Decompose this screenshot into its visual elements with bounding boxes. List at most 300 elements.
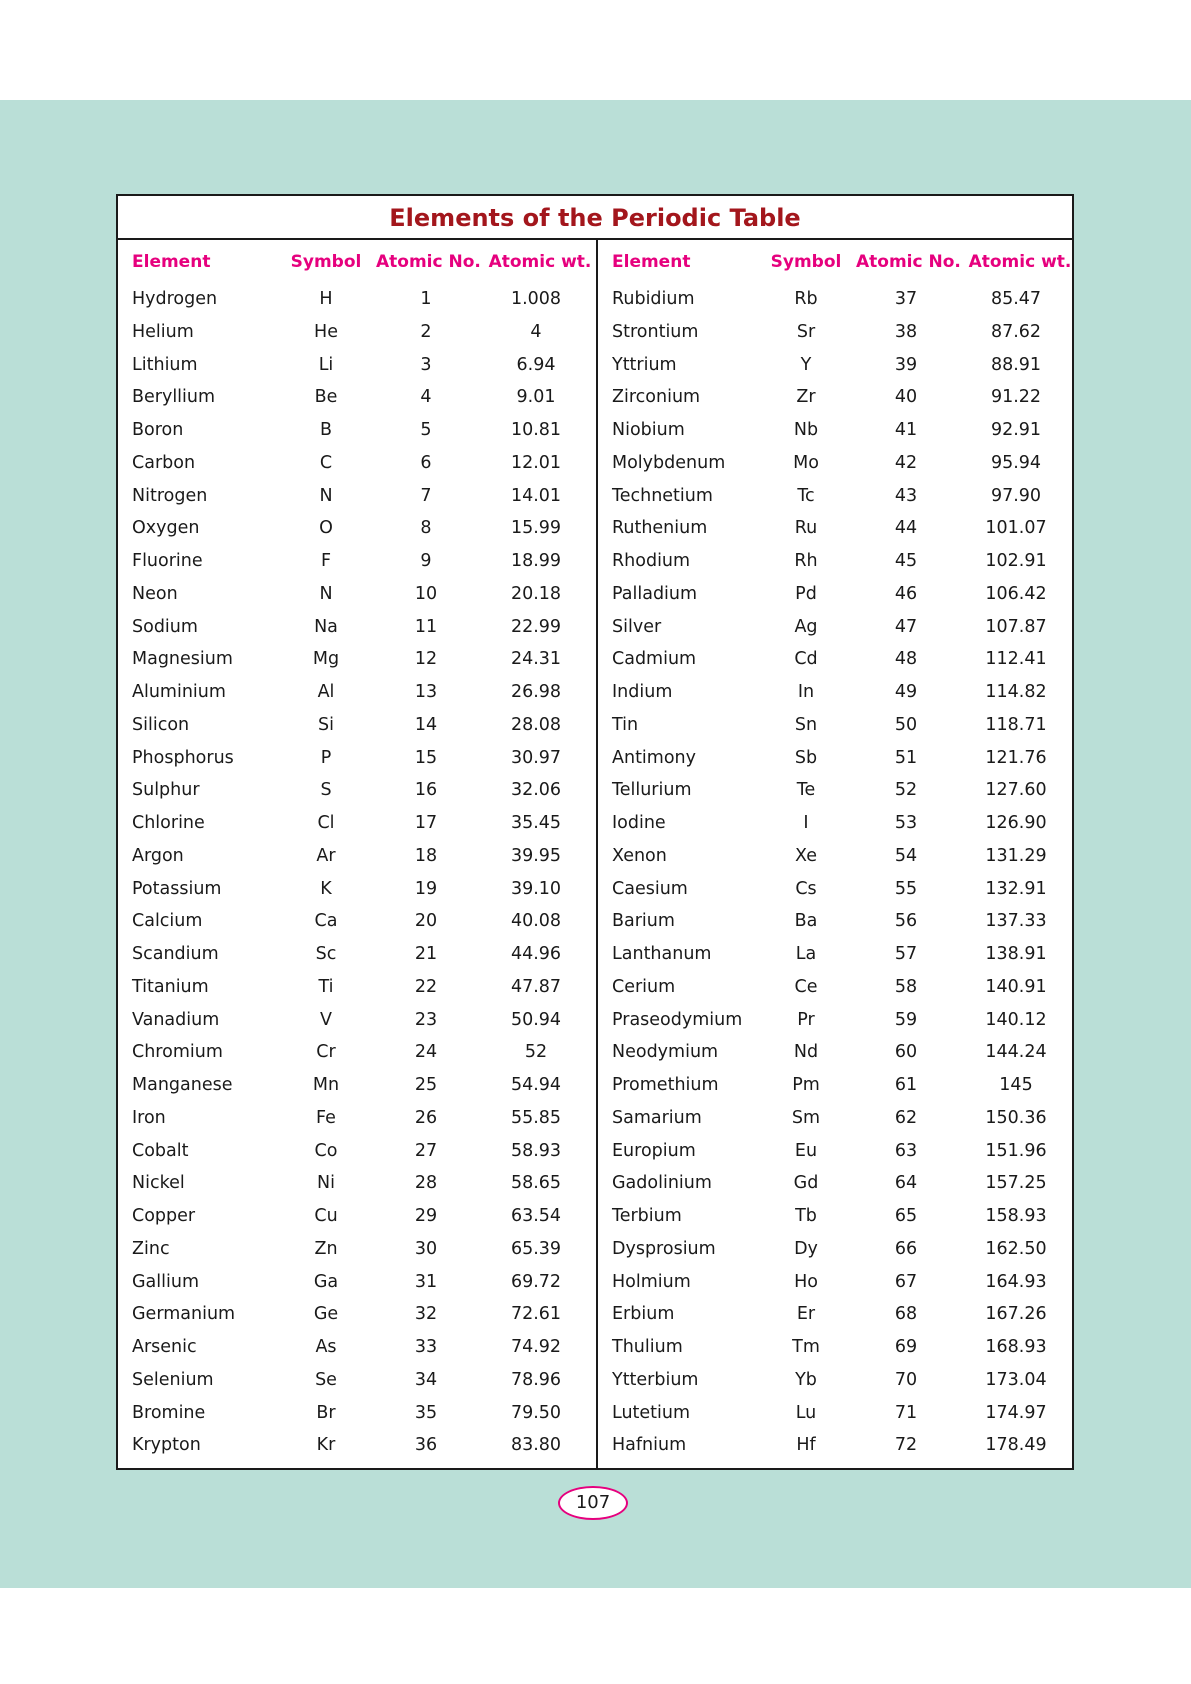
atomic-weight: 174.97 <box>985 1402 1047 1423</box>
atomic-weight: 72.61 <box>510 1304 562 1325</box>
atomic-number: 2 <box>420 321 432 342</box>
element-symbol: Al <box>317 682 335 702</box>
atomic-number: 52 <box>894 780 918 801</box>
atomic-number: 70 <box>894 1369 918 1390</box>
atomic-weight: 24.31 <box>510 649 562 670</box>
element-symbol: Ti <box>318 976 334 997</box>
element-name: Chromium <box>132 1042 223 1063</box>
element-symbol: Ar <box>316 845 336 866</box>
atomic-number: 58 <box>894 976 918 997</box>
atomic-weight: 112.41 <box>985 649 1047 670</box>
element-symbol: Mo <box>793 452 819 473</box>
atomic-number: 37 <box>894 289 918 309</box>
atomic-number: 13 <box>414 682 438 702</box>
atomic-number: 35 <box>414 1402 438 1423</box>
element-symbol: Ni <box>317 1173 335 1194</box>
table-row <box>118 807 596 840</box>
atomic-weight: 40.08 <box>510 911 562 932</box>
table-row <box>118 774 596 807</box>
element-symbol: Fe <box>316 1107 336 1128</box>
atomic-weight: 54.94 <box>510 1075 562 1095</box>
element-name: Xenon <box>612 845 667 866</box>
page-number: 107 <box>558 1486 628 1520</box>
atomic-number: 72 <box>894 1435 918 1456</box>
atomic-weight: 14.01 <box>510 485 562 506</box>
element-symbol: N <box>319 485 333 506</box>
atomic-number: 16 <box>414 780 438 801</box>
atomic-weight: 95.94 <box>990 452 1042 473</box>
atomic-number: 28 <box>414 1173 438 1194</box>
table-row <box>118 1266 596 1299</box>
atomic-weight: 78.96 <box>510 1369 562 1390</box>
element-name: Ruthenium <box>612 518 708 539</box>
table-row <box>118 1167 596 1200</box>
element-symbol: La <box>795 944 817 964</box>
atomic-number: 26 <box>414 1107 438 1128</box>
element-symbol: Cl <box>317 813 335 833</box>
element-name: Antimony <box>612 747 696 768</box>
atomic-weight: 118.71 <box>985 714 1047 735</box>
table-row <box>598 1331 1076 1364</box>
header-atomic-wt: Atomic wt. <box>488 252 592 272</box>
atomic-number: 3 <box>420 354 432 375</box>
atomic-number: 44 <box>894 518 918 539</box>
table-row <box>598 971 1076 1004</box>
element-symbol: I <box>803 813 809 833</box>
atomic-number: 14 <box>414 714 438 735</box>
element-symbol: Yb <box>795 1369 817 1390</box>
table-row <box>118 545 596 578</box>
element-symbol: Se <box>315 1369 337 1390</box>
element-name: Calcium <box>132 911 203 932</box>
element-name: Beryllium <box>132 387 216 408</box>
atomic-number: 31 <box>414 1271 438 1292</box>
atomic-weight: 101.07 <box>985 518 1047 539</box>
element-symbol: Si <box>318 714 334 735</box>
table-row <box>598 545 1076 578</box>
header-atomic-no: Atomic No. <box>856 252 961 272</box>
element-symbol: Sm <box>791 1107 821 1128</box>
atomic-number: 7 <box>420 485 432 506</box>
table-row <box>118 1102 596 1135</box>
atomic-number: 62 <box>894 1107 918 1128</box>
atomic-weight: 58.65 <box>510 1173 562 1194</box>
element-name: Tellurium <box>612 780 692 801</box>
atomic-weight: 132.91 <box>985 878 1047 899</box>
element-name: Aluminium <box>132 682 226 702</box>
element-name: Hafnium <box>612 1435 687 1456</box>
atomic-weight: 30.97 <box>510 747 562 768</box>
element-symbol: S <box>320 780 332 801</box>
table-row <box>118 840 596 873</box>
table-row <box>118 676 596 709</box>
atomic-weight: 138.91 <box>985 944 1047 964</box>
atomic-number: 55 <box>894 878 918 899</box>
element-name: Zirconium <box>612 387 701 408</box>
atomic-weight: 173.04 <box>985 1369 1047 1390</box>
table-row <box>118 1397 596 1430</box>
element-symbol: Ca <box>314 911 338 932</box>
element-symbol: Lu <box>795 1402 817 1423</box>
atomic-weight: 50.94 <box>510 1009 562 1030</box>
table-row <box>118 1069 596 1102</box>
table-row <box>598 1069 1076 1102</box>
atomic-number: 6 <box>420 452 432 473</box>
element-symbol: Sc <box>315 944 337 964</box>
element-symbol: Y <box>800 354 812 375</box>
atomic-weight: 140.12 <box>985 1009 1047 1030</box>
table-row <box>118 1036 596 1069</box>
atomic-weight: 28.08 <box>510 714 562 735</box>
atomic-weight: 121.76 <box>985 747 1047 768</box>
atomic-number: 71 <box>894 1402 918 1423</box>
element-name: Scandium <box>132 944 219 964</box>
atomic-number: 40 <box>894 387 918 408</box>
element-symbol: Pd <box>795 583 817 604</box>
table-row <box>118 709 596 742</box>
element-symbol: Te <box>796 780 816 801</box>
element-symbol: O <box>319 518 333 539</box>
table-row <box>118 742 596 775</box>
element-symbol: Be <box>314 387 338 408</box>
element-name: Rhodium <box>612 551 691 571</box>
table-row <box>598 578 1076 611</box>
element-name: Ytterbium <box>612 1369 699 1390</box>
element-symbol: As <box>315 1337 337 1357</box>
atomic-number: 27 <box>414 1140 438 1161</box>
element-name: Boron <box>132 420 184 440</box>
element-name: Zinc <box>132 1238 170 1259</box>
element-name: Silicon <box>132 714 190 735</box>
element-name: Sulphur <box>132 780 200 801</box>
atomic-weight: 44.96 <box>510 944 562 964</box>
atomic-weight: 63.54 <box>510 1206 562 1226</box>
table-row <box>598 1266 1076 1299</box>
atomic-number: 57 <box>894 944 918 964</box>
atomic-number: 9 <box>420 551 432 571</box>
atomic-weight: 164.93 <box>985 1271 1047 1292</box>
atomic-weight: 6.94 <box>516 354 556 375</box>
atomic-number: 34 <box>414 1369 438 1390</box>
element-symbol: Ag <box>794 616 818 637</box>
element-name: Germanium <box>132 1304 236 1325</box>
element-name: Caesium <box>612 878 688 899</box>
table-row <box>598 938 1076 971</box>
element-symbol: Tm <box>792 1337 820 1357</box>
table-row <box>118 611 596 644</box>
table-row <box>118 480 596 513</box>
element-name: Cerium <box>612 976 676 997</box>
element-name: Fluorine <box>132 551 203 571</box>
table-row <box>598 316 1076 349</box>
element-name: Thulium <box>612 1337 683 1357</box>
atomic-weight: 162.50 <box>985 1238 1047 1259</box>
element-name: Samarium <box>612 1107 702 1128</box>
atomic-number: 1 <box>420 289 432 309</box>
element-name: Krypton <box>132 1435 201 1456</box>
table-row <box>118 1298 596 1331</box>
atomic-weight: 15.99 <box>510 518 562 539</box>
rows-left <box>118 283 596 1462</box>
table-row <box>118 1004 596 1037</box>
element-name: Niobium <box>612 420 685 440</box>
atomic-number: 63 <box>894 1140 918 1161</box>
header-symbol: Symbol <box>290 252 362 272</box>
atomic-number: 47 <box>894 616 918 637</box>
element-name: Praseodymium <box>612 1009 743 1030</box>
atomic-number: 60 <box>894 1042 918 1063</box>
element-symbol: Cu <box>314 1206 338 1226</box>
atomic-weight: 74.92 <box>510 1337 562 1357</box>
element-name: Titanium <box>132 976 209 997</box>
element-symbol: H <box>319 289 333 309</box>
atomic-number: 11 <box>414 616 438 637</box>
element-name: Gallium <box>132 1271 200 1292</box>
atomic-weight: 137.33 <box>985 911 1047 932</box>
element-name: Hydrogen <box>132 289 218 309</box>
element-name: Manganese <box>132 1075 233 1095</box>
element-name: Nickel <box>132 1173 185 1194</box>
element-name: Silver <box>612 616 662 637</box>
table-row <box>598 873 1076 906</box>
table-row <box>118 1233 596 1266</box>
atomic-number: 61 <box>894 1075 918 1095</box>
table-row <box>598 283 1076 316</box>
table-row <box>118 1135 596 1168</box>
atomic-number: 50 <box>894 714 918 735</box>
atomic-weight: 150.36 <box>985 1107 1047 1128</box>
atomic-number: 68 <box>894 1304 918 1325</box>
table-row <box>598 1135 1076 1168</box>
atomic-weight: 157.25 <box>985 1173 1047 1194</box>
table-row <box>118 643 596 676</box>
element-symbol: F <box>320 551 332 571</box>
element-name: Neodymium <box>612 1042 719 1063</box>
element-symbol: Cr <box>316 1042 336 1063</box>
atomic-number: 21 <box>414 944 438 964</box>
atomic-number: 33 <box>414 1337 438 1357</box>
element-name: Palladium <box>612 583 698 604</box>
atomic-weight: 18.99 <box>510 551 562 571</box>
element-name: Yttrium <box>612 354 677 375</box>
element-symbol: Ce <box>794 976 818 997</box>
table-right-half <box>598 240 1076 1462</box>
atomic-number: 8 <box>420 518 432 539</box>
table-row <box>118 349 596 382</box>
element-name: Lithium <box>132 354 198 375</box>
element-symbol: B <box>319 420 332 440</box>
element-symbol: Rb <box>794 289 818 309</box>
atomic-weight: 131.29 <box>985 845 1047 866</box>
atomic-weight: 106.42 <box>985 583 1047 604</box>
element-symbol: Pm <box>792 1075 820 1095</box>
atomic-number: 53 <box>894 813 918 833</box>
table-row <box>598 1102 1076 1135</box>
element-name: Carbon <box>132 452 196 473</box>
header-atomic-wt: Atomic wt. <box>968 252 1072 272</box>
table-row <box>118 1331 596 1364</box>
element-name: Nitrogen <box>132 485 208 506</box>
atomic-number: 24 <box>414 1042 438 1063</box>
header-atomic-no: Atomic No. <box>376 252 481 272</box>
element-name: Technetium <box>612 485 713 506</box>
element-symbol: Br <box>316 1402 336 1423</box>
element-symbol: Dy <box>794 1238 818 1259</box>
atomic-number: 67 <box>894 1271 918 1292</box>
table-row <box>598 447 1076 480</box>
element-name: Cobalt <box>132 1140 189 1161</box>
atomic-weight: 87.62 <box>990 321 1042 342</box>
element-symbol: Nb <box>793 420 819 440</box>
table-row <box>598 1004 1076 1037</box>
element-symbol: Mn <box>312 1075 340 1095</box>
table-row <box>118 938 596 971</box>
element-name: Promethium <box>612 1075 719 1095</box>
element-symbol: Tb <box>795 1206 817 1226</box>
atomic-weight: 102.91 <box>985 551 1047 571</box>
table-row <box>598 905 1076 938</box>
atomic-weight: 79.50 <box>510 1402 562 1423</box>
atomic-number: 5 <box>420 420 432 440</box>
atomic-weight: 167.26 <box>985 1304 1047 1325</box>
atomic-number: 59 <box>894 1009 918 1030</box>
table-row <box>598 1397 1076 1430</box>
atomic-weight: 83.80 <box>510 1435 562 1456</box>
element-name: Dysprosium <box>612 1238 716 1259</box>
header-element: Element <box>132 252 211 272</box>
element-symbol: Li <box>318 354 334 375</box>
element-name: Sodium <box>132 616 198 637</box>
element-symbol: Hf <box>796 1435 816 1456</box>
table-row <box>598 480 1076 513</box>
page-title: Elements of the Periodic Table <box>118 196 1072 240</box>
element-symbol: Ge <box>313 1304 339 1325</box>
atomic-number: 64 <box>894 1173 918 1194</box>
element-symbol: Ba <box>794 911 818 932</box>
table-row <box>118 283 596 316</box>
atomic-number: 23 <box>414 1009 438 1030</box>
atomic-weight: 140.91 <box>985 976 1047 997</box>
element-symbol: Ho <box>794 1271 818 1292</box>
table-row <box>598 774 1076 807</box>
atomic-weight: 58.93 <box>510 1140 562 1161</box>
atomic-weight: 85.47 <box>990 289 1042 309</box>
table-row <box>598 414 1076 447</box>
element-name: Copper <box>132 1206 196 1226</box>
atomic-weight: 88.91 <box>990 354 1042 375</box>
atomic-weight: 178.49 <box>985 1435 1047 1456</box>
element-name: Phosphorus <box>132 747 234 768</box>
atomic-weight: 107.87 <box>985 616 1047 637</box>
element-symbol: V <box>320 1009 332 1030</box>
atomic-weight: 127.60 <box>985 780 1047 801</box>
atomic-weight: 12.01 <box>510 452 562 473</box>
element-name: Rubidium <box>612 289 695 309</box>
table-row <box>598 643 1076 676</box>
table-row <box>598 676 1076 709</box>
atomic-number: 17 <box>414 813 438 833</box>
atomic-weight: 65.39 <box>510 1238 562 1259</box>
table-row <box>118 905 596 938</box>
element-name: Erbium <box>612 1304 675 1325</box>
atomic-number: 69 <box>894 1337 918 1357</box>
atomic-weight: 158.93 <box>985 1206 1047 1226</box>
element-name: Vanadium <box>132 1009 220 1030</box>
element-name: Magnesium <box>132 649 233 670</box>
element-symbol: P <box>320 747 332 768</box>
header-symbol: Symbol <box>770 252 842 272</box>
atomic-weight: 32.06 <box>510 780 562 801</box>
atomic-weight: 22.99 <box>510 616 562 637</box>
element-symbol: In <box>797 682 815 702</box>
table-row <box>598 1233 1076 1266</box>
element-symbol: Rh <box>794 551 818 571</box>
element-symbol: C <box>319 452 333 473</box>
table-row <box>598 349 1076 382</box>
periodic-table <box>116 194 1074 1470</box>
atomic-weight: 92.91 <box>990 420 1042 440</box>
atomic-number: 4 <box>420 387 432 408</box>
atomic-number: 22 <box>414 976 438 997</box>
element-symbol: Sn <box>794 714 818 735</box>
element-symbol: Cs <box>795 878 817 899</box>
element-name: Europium <box>612 1140 696 1161</box>
atomic-weight: 91.22 <box>990 387 1042 408</box>
table-row <box>598 1429 1076 1462</box>
element-symbol: Eu <box>794 1140 818 1161</box>
table-row <box>598 1167 1076 1200</box>
atomic-weight: 114.82 <box>985 682 1047 702</box>
element-name: Gadolinium <box>612 1173 712 1194</box>
atomic-number: 51 <box>894 747 918 768</box>
rows-right <box>598 283 1076 1462</box>
element-name: Lutetium <box>612 1402 691 1423</box>
atomic-number: 49 <box>894 682 918 702</box>
table-row <box>598 709 1076 742</box>
element-symbol: Er <box>796 1304 816 1325</box>
element-symbol: Co <box>314 1140 338 1161</box>
atomic-weight: 10.81 <box>510 420 562 440</box>
table-row <box>598 611 1076 644</box>
element-symbol: Tc <box>797 485 815 506</box>
atomic-weight: 47.87 <box>510 976 562 997</box>
element-symbol: Zn <box>314 1238 338 1259</box>
atomic-weight: 97.90 <box>990 485 1042 506</box>
table-row <box>118 578 596 611</box>
element-name: Molybdenum <box>612 452 726 473</box>
header-element: Element <box>612 252 691 272</box>
atomic-number: 65 <box>894 1206 918 1226</box>
atomic-weight: 52 <box>524 1042 548 1063</box>
element-symbol: Xe <box>795 845 817 866</box>
atomic-weight: 39.10 <box>510 878 562 899</box>
atomic-number: 36 <box>414 1435 438 1456</box>
atomic-weight: 168.93 <box>985 1337 1047 1357</box>
element-symbol: Nd <box>793 1042 819 1063</box>
element-symbol: Gd <box>793 1173 819 1194</box>
element-name: Tin <box>612 714 639 735</box>
atomic-number: 39 <box>894 354 918 375</box>
atomic-weight: 69.72 <box>510 1271 562 1292</box>
element-name: Lanthanum <box>612 944 712 964</box>
element-symbol: He <box>314 321 338 342</box>
atomic-weight: 20.18 <box>510 583 562 604</box>
element-symbol: N <box>319 583 333 604</box>
header-row <box>118 240 596 283</box>
table-row <box>118 873 596 906</box>
table-row <box>118 971 596 1004</box>
table-row <box>118 316 596 349</box>
